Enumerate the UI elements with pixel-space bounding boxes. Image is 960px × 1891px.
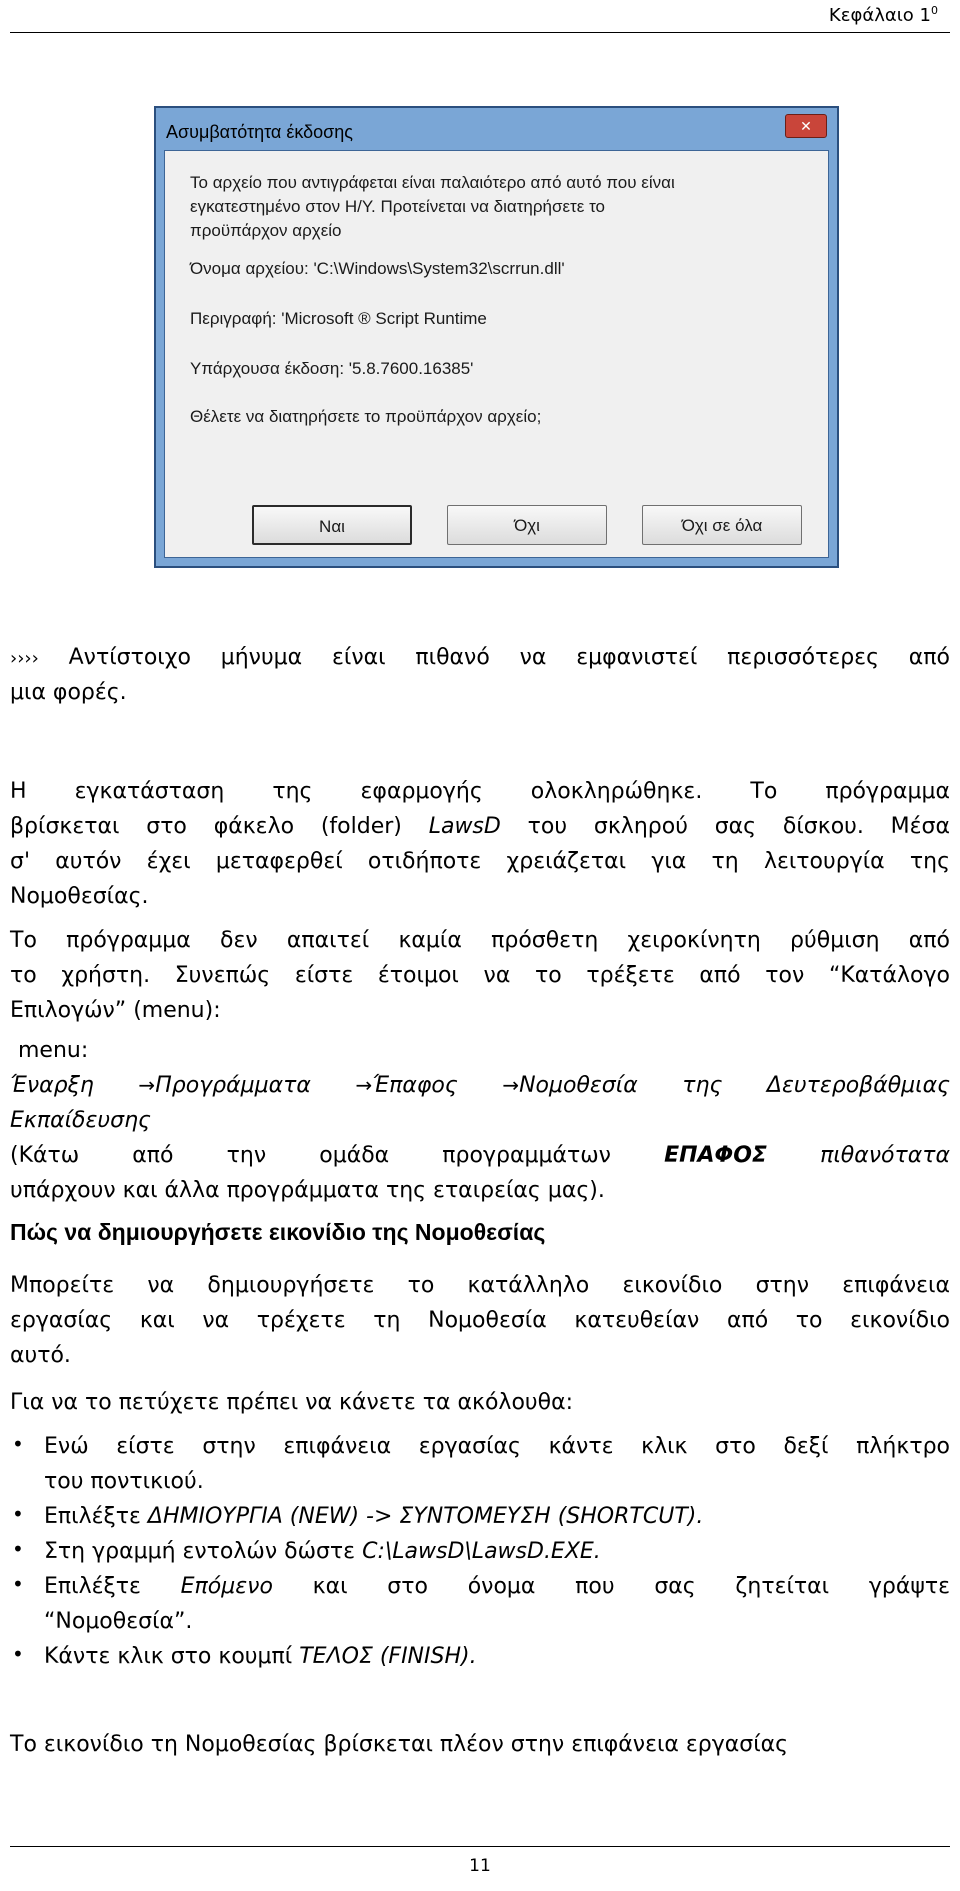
para3-text: (Κάτω από την ομάδα προγραμμάτων xyxy=(10,1143,611,1168)
yes-button[interactable]: Ναι xyxy=(252,505,412,545)
bullet-icon: • xyxy=(12,1537,24,1561)
para5: Για να το πετύχετε πρέπει να κάνετε τα ακόλουθα: xyxy=(10,1390,574,1415)
bullet-item-cont: “Νομοθεσία”. xyxy=(44,1609,193,1634)
bullet-item xyxy=(44,1639,950,1674)
para1-line: σ' αυτόν έχει μεταφερθεί οτιδήποτε χρειάζεται για τη λειτουργία της xyxy=(10,849,950,874)
note-line-2: μια φορές. xyxy=(10,680,127,705)
bullet-text: Κάντε κλικ στο κουμπί xyxy=(44,1644,293,1669)
para1-text: βρίσκεται στο φάκελο (folder) xyxy=(10,814,402,839)
dialog-message-line: εγκατεστημένο στον Η/Υ. Προτείνεται να διατηρήσετε το xyxy=(190,197,606,216)
dialog-title: Ασυμβατότητα έκδοσης xyxy=(166,122,353,142)
para2-line: το χρήστη. Συνεπώς είστε έτοιμοι να το τρέξετε από τον “Κατάλογο xyxy=(10,963,950,988)
arrow-marker-icon: ›››› xyxy=(10,648,39,669)
bullet-text: και στο όνομα που σας ζητείται γράψτε xyxy=(312,1574,950,1599)
group-name: ΕΠΑΦΟΣ xyxy=(664,1143,767,1168)
dialog-description: Περιγραφή: 'Microsoft ® Script Runtime xyxy=(190,309,487,328)
note-line xyxy=(10,640,950,676)
dialog-existing-version: Υπάρχουσα έκδοση: '5.8.7600.16385' xyxy=(190,359,474,378)
dialog-message-line: Το αρχείο που αντιγράφεται είναι παλαιότερο από αυτό που είναι xyxy=(190,173,675,192)
bullet-italic: ΔΗΜΙΟΥΡΓΙΑ (NEW) -> ΣΥΝΤΟΜΕΥΣΗ (SHORTCUT). xyxy=(147,1504,704,1529)
bullet-icon: • xyxy=(12,1502,24,1526)
page-number: 11 xyxy=(469,1856,491,1876)
bullet-item xyxy=(44,1569,950,1604)
path-rest: Νομοθεσία της Δευτεροβάθμιας xyxy=(519,1073,951,1098)
dialog-question: Θέλετε να διατηρήσετε το προϋπάρχον αρχείο; xyxy=(190,407,542,426)
final-line: Το εικονίδιο τη Νομοθεσίας βρίσκεται πλέον στην επιφάνεια εργασίας xyxy=(10,1732,789,1757)
bullet-icon: • xyxy=(12,1642,24,1666)
para4-line: εργασίας και να τρέχετε τη Νομοθεσία κατευθείαν από το εικονίδιο xyxy=(10,1308,950,1333)
para2-line: Το πρόγραμμα δεν απαιτεί καμία πρόσθετη χειροκίνητη ρύθμιση από xyxy=(10,928,950,953)
bullet-italic: ΤΕΛΟΣ (FINISH). xyxy=(299,1644,477,1669)
bullet-item: Ενώ είστε στην επιφάνεια εργασίας κάντε κλικ στο δεξί πλήκτρο xyxy=(44,1434,950,1459)
para4-line: Μπορείτε να δημιουργήσετε το κατάλληλο εικονίδιο στην επιφάνεια xyxy=(10,1273,950,1298)
bullet-italic: C:\LawsD\LawsD.EXE. xyxy=(362,1539,601,1564)
bullet-text: Στη γραμμή εντολών δώστε xyxy=(44,1539,356,1564)
header-rule xyxy=(10,32,950,33)
para2-line: Επιλογών” (menu): xyxy=(10,998,221,1023)
no-button[interactable]: Όχι xyxy=(447,505,607,545)
chapter-header xyxy=(829,4,938,26)
arrow-right-icon: → xyxy=(138,1073,156,1097)
no-to-all-button[interactable]: Όχι σε όλα xyxy=(642,505,802,545)
arrow-right-icon: → xyxy=(502,1073,520,1097)
chapter-number: 0 xyxy=(931,4,938,17)
para1-line: Νομοθεσίας. xyxy=(10,884,149,909)
bullet-item xyxy=(44,1534,950,1569)
dialog-filename: Όνομα αρχείου: 'C:\Windows\System32\scrrun.dll' xyxy=(190,259,565,278)
arrow-right-icon: → xyxy=(355,1073,373,1097)
bullet-text: Επιλέξτε xyxy=(44,1574,141,1599)
chapter-label: Κεφάλαιο 1 xyxy=(828,5,931,26)
note-text: Αντίστοιχο μήνυμα είναι πιθανό να εμφανιστεί περισσότερες από xyxy=(68,645,950,670)
bullet-italic: Επόμενο xyxy=(180,1574,273,1599)
version-conflict-dialog xyxy=(154,106,839,568)
close-button[interactable]: ✕ xyxy=(785,114,827,138)
bullet-text: Επιλέξτε xyxy=(44,1504,141,1529)
path-programs: Προγράμματα xyxy=(155,1073,311,1098)
folder-name: LawsD xyxy=(428,814,501,839)
footer-rule xyxy=(10,1846,950,1847)
para4-line: αυτό. xyxy=(10,1343,71,1368)
dialog-message-line: προϋπάρχον αρχείο xyxy=(190,221,342,240)
para3-italic: πιθανότατα xyxy=(820,1143,951,1168)
bullet-icon: • xyxy=(12,1432,24,1456)
section-heading: Πώς να δημιουργήσετε εικονίδιο της Νομοθεσίας xyxy=(10,1219,546,1245)
para3-line xyxy=(10,1138,950,1173)
path-start: Έναρξη xyxy=(10,1073,94,1098)
para3-line: υπάρχουν και άλλα προγράμματα της εταιρείας μας). xyxy=(10,1178,605,1203)
dialog-body xyxy=(164,150,829,558)
bullet-item-cont: του ποντικιού. xyxy=(44,1469,204,1494)
bullet-item xyxy=(44,1499,950,1534)
para1-line xyxy=(10,809,950,844)
path-epafos: Έπαφος xyxy=(372,1073,458,1098)
para1-line: Η εγκατάσταση της εφαρμογής ολοκληρώθηκε. Το πρόγραμμα xyxy=(10,779,950,804)
menu-path-line-2: Εκπαίδευσης xyxy=(10,1108,151,1133)
menu-path xyxy=(10,1068,950,1103)
menu-label: menu: xyxy=(18,1038,89,1063)
para1-text: του σκληρού σας δίσκου. Μέσα xyxy=(527,814,951,839)
bullet-icon: • xyxy=(12,1572,24,1596)
